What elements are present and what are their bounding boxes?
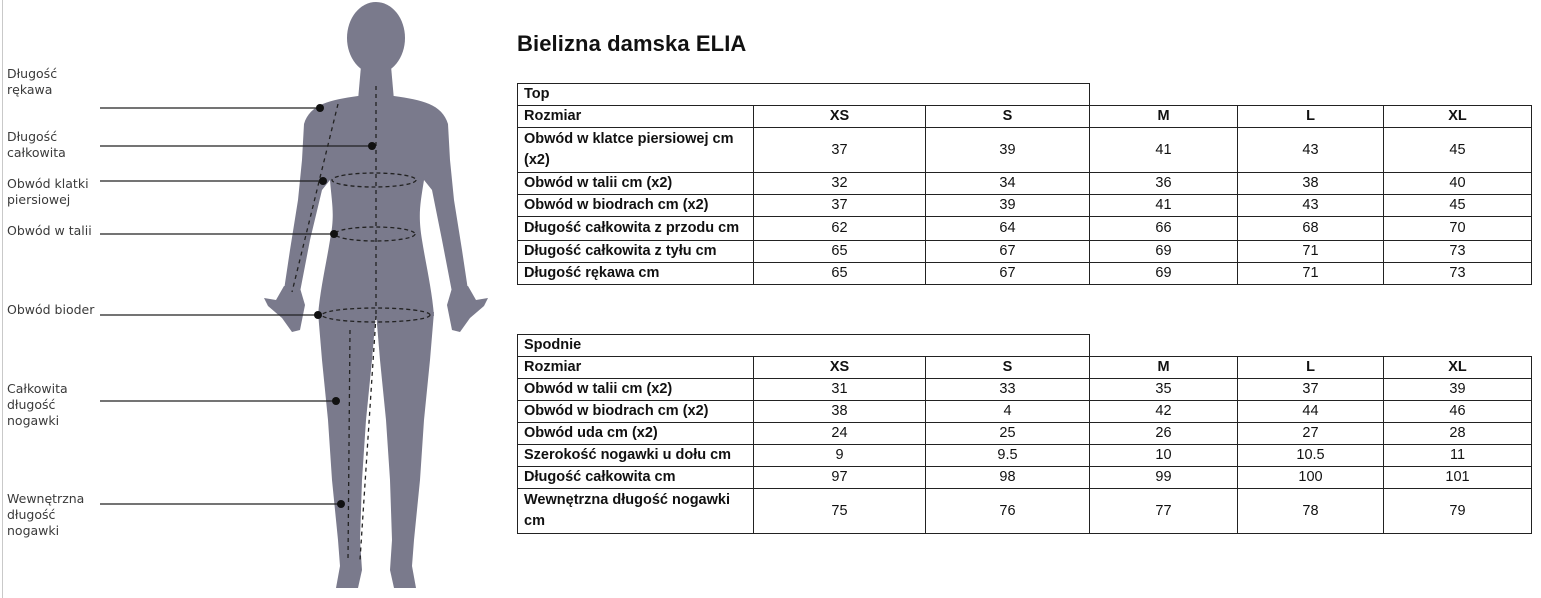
row-label: Obwód w talii cm (x2) [518, 379, 754, 401]
table-row [518, 467, 1532, 489]
cell-value: 68 [1238, 217, 1384, 241]
label-sleeve-length: Długość rękawa [7, 66, 58, 97]
size-header: L [1238, 357, 1384, 379]
size-header: M [1090, 357, 1238, 379]
cell-value: 73 [1384, 263, 1532, 285]
row-label: Długość całkowita z tyłu cm [518, 241, 754, 263]
table-row [518, 263, 1532, 285]
label-total-length: Długość całkowita [7, 129, 66, 160]
table-row [518, 241, 1532, 263]
cell-value: 76 [926, 489, 1090, 534]
cell-value: 25 [926, 423, 1090, 445]
section-row [518, 335, 1532, 357]
table-row [518, 401, 1532, 423]
cell-value: 11 [1384, 445, 1532, 467]
label-hip-circumference: Obwód bioder [7, 302, 95, 317]
header-row [518, 106, 1532, 128]
cell-value: 71 [1238, 263, 1384, 285]
size-header: S [926, 106, 1090, 128]
size-header: XL [1384, 106, 1532, 128]
cell-value: 97 [754, 467, 926, 489]
page-title: Bielizna damska ELIA [517, 31, 747, 56]
cell-value: 62 [754, 217, 926, 241]
row-label: Obwód w talii cm (x2) [518, 173, 754, 195]
table-row [518, 128, 1532, 173]
row-label: Obwód uda cm (x2) [518, 423, 754, 445]
cell-value: 26 [1090, 423, 1238, 445]
cell-value: 9.5 [926, 445, 1090, 467]
cell-value: 10.5 [1238, 445, 1384, 467]
cell-value: 45 [1384, 195, 1532, 217]
size-header: XL [1384, 357, 1532, 379]
header-row [518, 357, 1532, 379]
size-header: XS [754, 357, 926, 379]
cell-value: 27 [1238, 423, 1384, 445]
cell-value: 36 [1090, 173, 1238, 195]
cell-value: 65 [754, 263, 926, 285]
cell-value: 46 [1384, 401, 1532, 423]
cell-value: 67 [926, 241, 1090, 263]
label-leg-total-length: Całkowita długość nogawki [7, 381, 68, 428]
cell-value: 45 [1384, 128, 1532, 173]
label-chest-circumference: Obwód klatki piersiowej [7, 176, 89, 207]
cell-value: 43 [1238, 128, 1384, 173]
row-label: Długość całkowita cm [518, 467, 754, 489]
label-waist-circumference: Obwód w talii [7, 223, 92, 238]
row-label: Długość całkowita z przodu cm [518, 217, 754, 241]
cell-value: 41 [1090, 128, 1238, 173]
cell-value: 66 [1090, 217, 1238, 241]
cell-value: 34 [926, 173, 1090, 195]
cell-value: 79 [1384, 489, 1532, 534]
cell-value: 64 [926, 217, 1090, 241]
section-title: Spodnie [518, 335, 1090, 357]
cell-value: 24 [754, 423, 926, 445]
cell-value: 70 [1384, 217, 1532, 241]
cell-value: 38 [1238, 173, 1384, 195]
cell-value: 39 [926, 195, 1090, 217]
cell-value: 99 [1090, 467, 1238, 489]
size-table-bottom [517, 334, 1532, 534]
cell-value: 71 [1238, 241, 1384, 263]
cell-value: 67 [926, 263, 1090, 285]
cell-value: 65 [754, 241, 926, 263]
section-title: Top [518, 84, 1090, 106]
cell-value: 41 [1090, 195, 1238, 217]
cell-value: 37 [1238, 379, 1384, 401]
table-row [518, 379, 1532, 401]
table-row [518, 173, 1532, 195]
size-table-top [517, 83, 1532, 285]
table-row [518, 217, 1532, 241]
size-header: L [1238, 106, 1384, 128]
cell-value: 101 [1384, 467, 1532, 489]
size-header: M [1090, 106, 1238, 128]
cell-value: 35 [1090, 379, 1238, 401]
row-label: Szerokość nogawki u dołu cm [518, 445, 754, 467]
cell-value: 40 [1384, 173, 1532, 195]
cell-value: 75 [754, 489, 926, 534]
cell-value: 73 [1384, 241, 1532, 263]
size-header: S [926, 357, 1090, 379]
table-row [518, 489, 1532, 534]
row-label: Długość rękawa cm [518, 263, 754, 285]
cell-value: 100 [1238, 467, 1384, 489]
cell-value: 32 [754, 173, 926, 195]
row-label: Wewnętrzna długość nogawki cm [518, 489, 754, 534]
cell-value: 44 [1238, 401, 1384, 423]
cell-value: 98 [926, 467, 1090, 489]
header-label: Rozmiar [518, 106, 754, 128]
cell-value: 28 [1384, 423, 1532, 445]
row-label: Obwód w biodrach cm (x2) [518, 195, 754, 217]
cell-value: 9 [754, 445, 926, 467]
cell-value: 43 [1238, 195, 1384, 217]
table-row [518, 423, 1532, 445]
section-row [518, 84, 1532, 106]
cell-value: 69 [1090, 263, 1238, 285]
cell-value: 10 [1090, 445, 1238, 467]
cell-value: 37 [754, 128, 926, 173]
table-row [518, 445, 1532, 467]
row-label: Obwód w biodrach cm (x2) [518, 401, 754, 423]
cell-value: 39 [1384, 379, 1532, 401]
cell-value: 4 [926, 401, 1090, 423]
cell-value: 33 [926, 379, 1090, 401]
cell-value: 69 [1090, 241, 1238, 263]
cell-value: 42 [1090, 401, 1238, 423]
cell-value: 38 [754, 401, 926, 423]
size-header: XS [754, 106, 926, 128]
cell-value: 37 [754, 195, 926, 217]
table-row [518, 195, 1532, 217]
row-label: Obwód w klatce piersiowej cm (x2) [518, 128, 754, 173]
header-label: Rozmiar [518, 357, 754, 379]
cell-value: 77 [1090, 489, 1238, 534]
cell-value: 78 [1238, 489, 1384, 534]
cell-value: 39 [926, 128, 1090, 173]
cell-value: 31 [754, 379, 926, 401]
label-inner-leg-length: Wewnętrzna długość nogawki [7, 491, 85, 538]
